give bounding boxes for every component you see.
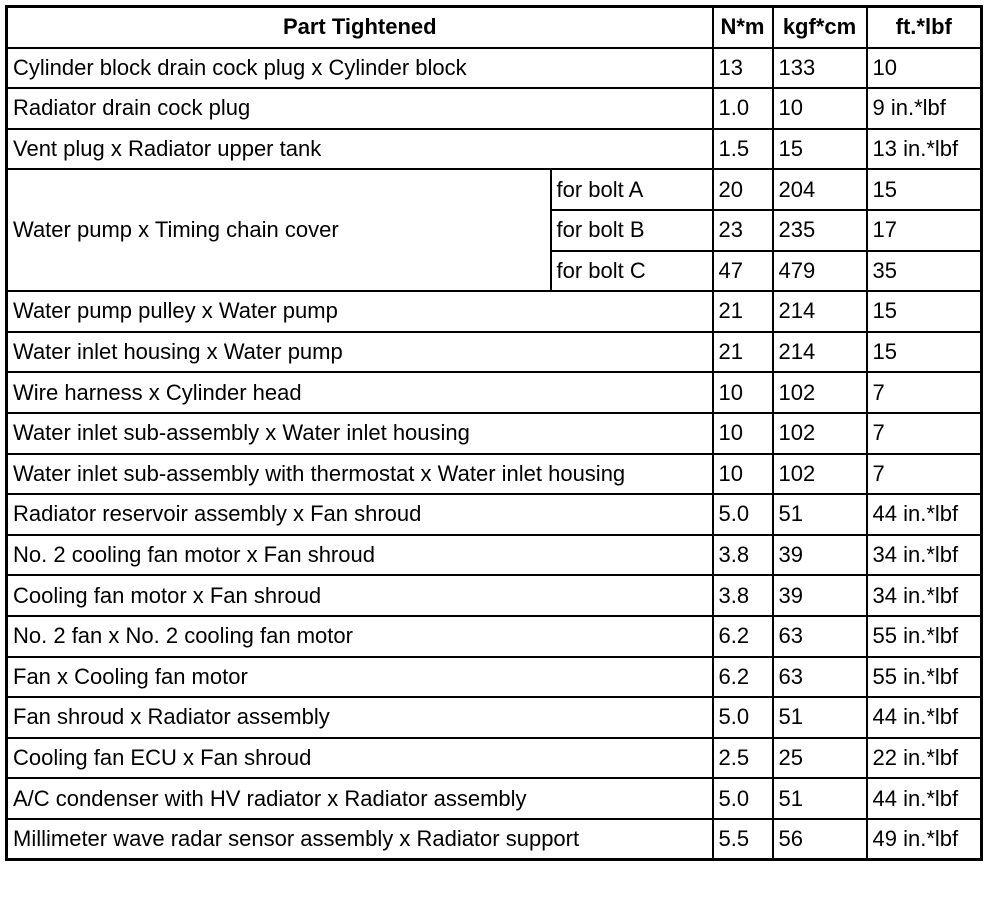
nm-cell: 13	[713, 48, 773, 89]
part-cell: Water inlet housing x Water pump	[7, 332, 713, 373]
kgf-cell: 10	[773, 88, 867, 129]
part-cell: Vent plug x Radiator upper tank	[7, 129, 713, 170]
ft-cell: 34 in.*lbf	[867, 535, 982, 576]
header-kgf-cm: kgf*cm	[773, 7, 867, 48]
part-cell: No. 2 cooling fan motor x Fan shroud	[7, 535, 713, 576]
torque-spec-table	[5, 5, 983, 861]
ft-cell: 15	[867, 169, 982, 210]
bolt-sub-cell: for bolt C	[551, 251, 713, 292]
ft-cell: 9 in.*lbf	[867, 88, 982, 129]
ft-cell: 15	[867, 332, 982, 373]
nm-cell: 5.0	[713, 778, 773, 819]
part-cell: Fan shroud x Radiator assembly	[7, 697, 713, 738]
table-row	[7, 616, 982, 657]
nm-cell: 1.5	[713, 129, 773, 170]
ft-cell: 44 in.*lbf	[867, 697, 982, 738]
ft-cell: 10	[867, 48, 982, 89]
table-row	[7, 819, 982, 860]
part-cell: No. 2 fan x No. 2 cooling fan motor	[7, 616, 713, 657]
kgf-cell: 63	[773, 616, 867, 657]
nm-cell: 6.2	[713, 616, 773, 657]
part-cell: Radiator reservoir assembly x Fan shroud	[7, 494, 713, 535]
table-row	[7, 129, 982, 170]
header-part-tightened: Part Tightened	[7, 7, 713, 48]
nm-cell: 47	[713, 251, 773, 292]
kgf-cell: 51	[773, 778, 867, 819]
header-row	[7, 7, 982, 48]
kgf-cell: 102	[773, 454, 867, 495]
kgf-cell: 214	[773, 332, 867, 373]
table-row	[7, 372, 982, 413]
ft-cell: 49 in.*lbf	[867, 819, 982, 860]
nm-cell: 2.5	[713, 738, 773, 779]
table-row	[7, 88, 982, 129]
nm-cell: 20	[713, 169, 773, 210]
nm-cell: 10	[713, 413, 773, 454]
nm-cell: 3.8	[713, 535, 773, 576]
kgf-cell: 235	[773, 210, 867, 251]
table-row	[7, 657, 982, 698]
ft-cell: 35	[867, 251, 982, 292]
kgf-cell: 25	[773, 738, 867, 779]
table-row	[7, 494, 982, 535]
kgf-cell: 39	[773, 575, 867, 616]
nm-cell: 10	[713, 454, 773, 495]
ft-cell: 55 in.*lbf	[867, 616, 982, 657]
table-row	[7, 535, 982, 576]
table-row	[7, 697, 982, 738]
ft-cell: 44 in.*lbf	[867, 494, 982, 535]
kgf-cell: 204	[773, 169, 867, 210]
part-cell: Cylinder block drain cock plug x Cylinder block	[7, 48, 713, 89]
nm-cell: 21	[713, 332, 773, 373]
part-cell: Wire harness x Cylinder head	[7, 372, 713, 413]
part-cell: Millimeter wave radar sensor assembly x Radiator support	[7, 819, 713, 860]
part-cell: Radiator drain cock plug	[7, 88, 713, 129]
table-row	[7, 291, 982, 332]
kgf-cell: 63	[773, 657, 867, 698]
bolt-sub-cell: for bolt A	[551, 169, 713, 210]
nm-cell: 1.0	[713, 88, 773, 129]
table-row	[7, 48, 982, 89]
ft-cell: 7	[867, 413, 982, 454]
header-nm: N*m	[713, 7, 773, 48]
part-cell: Water pump pulley x Water pump	[7, 291, 713, 332]
table-row	[7, 738, 982, 779]
ft-cell: 7	[867, 454, 982, 495]
ft-cell: 15	[867, 291, 982, 332]
nm-cell: 10	[713, 372, 773, 413]
table-row	[7, 413, 982, 454]
table-row	[7, 454, 982, 495]
nm-cell: 3.8	[713, 575, 773, 616]
table-row	[7, 575, 982, 616]
nm-cell: 21	[713, 291, 773, 332]
ft-cell: 55 in.*lbf	[867, 657, 982, 698]
ft-cell: 17	[867, 210, 982, 251]
part-cell-water-pump: Water pump x Timing chain cover	[7, 169, 551, 291]
ft-cell: 22 in.*lbf	[867, 738, 982, 779]
ft-cell: 13 in.*lbf	[867, 129, 982, 170]
kgf-cell: 214	[773, 291, 867, 332]
part-cell: A/C condenser with HV radiator x Radiator assembly	[7, 778, 713, 819]
table-row	[7, 169, 982, 210]
nm-cell: 6.2	[713, 657, 773, 698]
kgf-cell: 51	[773, 494, 867, 535]
kgf-cell: 133	[773, 48, 867, 89]
nm-cell: 5.0	[713, 697, 773, 738]
ft-cell: 44 in.*lbf	[867, 778, 982, 819]
bolt-sub-cell: for bolt B	[551, 210, 713, 251]
part-cell: Cooling fan ECU x Fan shroud	[7, 738, 713, 779]
kgf-cell: 51	[773, 697, 867, 738]
part-cell: Fan x Cooling fan motor	[7, 657, 713, 698]
nm-cell: 23	[713, 210, 773, 251]
table-row	[7, 778, 982, 819]
header-ft-lbf: ft.*lbf	[867, 7, 982, 48]
nm-cell: 5.5	[713, 819, 773, 860]
kgf-cell: 56	[773, 819, 867, 860]
kgf-cell: 102	[773, 413, 867, 454]
kgf-cell: 102	[773, 372, 867, 413]
kgf-cell: 15	[773, 129, 867, 170]
nm-cell: 5.0	[713, 494, 773, 535]
table-row	[7, 332, 982, 373]
part-cell: Cooling fan motor x Fan shroud	[7, 575, 713, 616]
ft-cell: 7	[867, 372, 982, 413]
kgf-cell: 39	[773, 535, 867, 576]
part-cell: Water inlet sub-assembly x Water inlet housing	[7, 413, 713, 454]
kgf-cell: 479	[773, 251, 867, 292]
ft-cell: 34 in.*lbf	[867, 575, 982, 616]
part-cell: Water inlet sub-assembly with thermostat x Water inlet housing	[7, 454, 713, 495]
